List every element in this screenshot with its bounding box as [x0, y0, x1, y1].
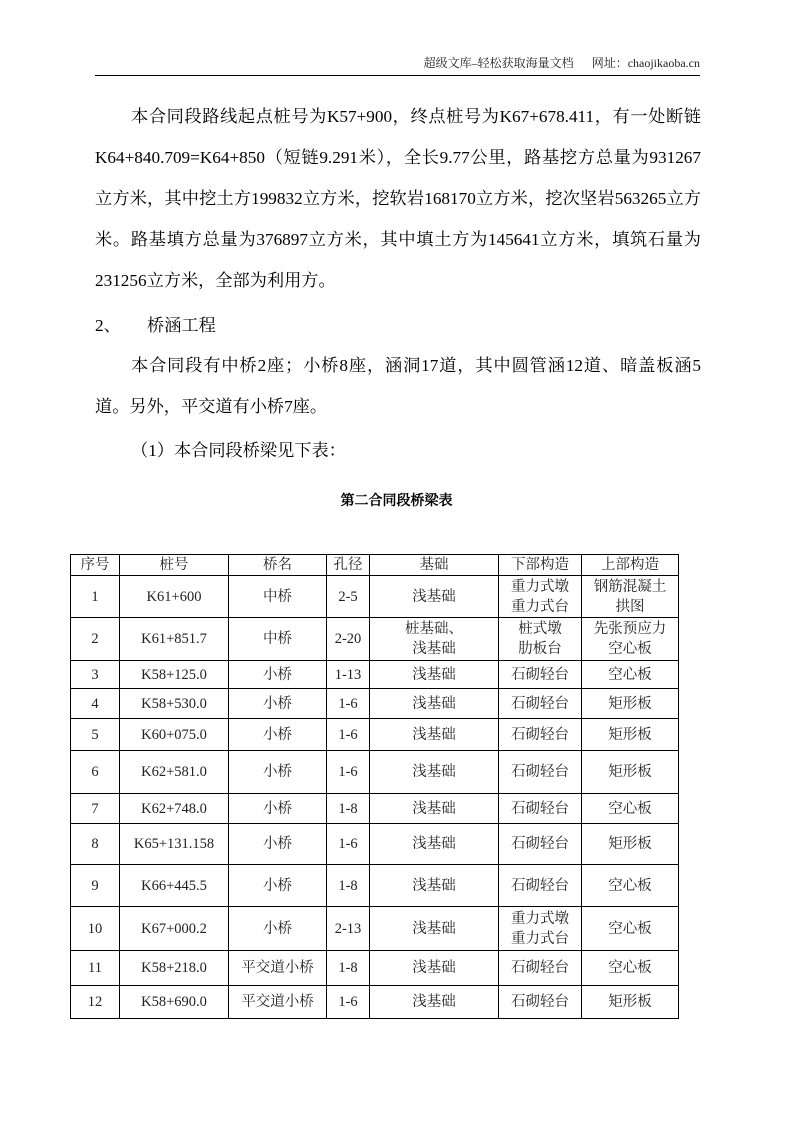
cell-foundation-line: 浅基础: [412, 764, 456, 780]
cell-foundation: [370, 751, 499, 794]
cell-superstructure-line: 矩形板: [608, 836, 652, 852]
cell-substructure-line: 石砌轻台: [511, 726, 569, 743]
col-header-substructure: 下部构造: [499, 555, 582, 576]
cell-no: 9: [71, 865, 120, 907]
cell-foundation: [370, 719, 499, 751]
cell-no: 10: [71, 907, 120, 951]
cell-superstructure-line: 空心板: [608, 641, 652, 657]
table-row: [71, 824, 679, 865]
section-title: 桥涵工程: [147, 316, 216, 335]
cell-superstructure-line: 先张预应力: [593, 621, 667, 637]
cell-name: 小桥: [229, 794, 327, 824]
table-row: [71, 661, 679, 689]
cell-superstructure-line: 空心板: [608, 960, 652, 976]
col-header-span: 孔径: [327, 555, 370, 576]
cell-station: K66+445.5: [120, 865, 229, 907]
col-header-foundation: 基础: [370, 555, 499, 576]
library-slogan: 超级文库–轻松获取海量文档: [423, 56, 574, 70]
site-url: 网址：chaojikaoba.cn: [591, 56, 700, 70]
cell-span: 1-13: [327, 661, 370, 689]
table-row: [71, 751, 679, 794]
cell-superstructure: [582, 794, 679, 824]
cell-foundation-line: 浅基础: [412, 800, 456, 817]
table-row: [71, 689, 679, 719]
cell-substructure: [499, 719, 582, 751]
cell-substructure-line: 重力式墩: [511, 578, 569, 595]
cell-name: 小桥: [229, 907, 327, 951]
cell-substructure: [499, 618, 582, 661]
cell-substructure: [499, 751, 582, 794]
cell-substructure: [499, 824, 582, 865]
cell-foundation: [370, 824, 499, 865]
table-row: [71, 865, 679, 907]
cell-substructure-line: 桩式墩: [518, 621, 562, 637]
col-header-station: 桩号: [120, 555, 229, 576]
bridge-table: [70, 554, 679, 1019]
cell-name: 小桥: [229, 824, 327, 865]
cell-station: K58+690.0: [120, 986, 229, 1019]
cell-superstructure-line: 空心板: [608, 920, 652, 937]
table-body: [71, 576, 679, 1019]
paragraph-bridges: 本合同段有中桥2座；小桥8座，涵洞17道，其中圆管涵12道、暗盖板涵5道。另外，平交道有小桥7座。: [95, 356, 701, 416]
cell-substructure-line: 石砌轻台: [511, 877, 569, 894]
cell-superstructure: [582, 951, 679, 986]
cell-span: 1-6: [327, 986, 370, 1019]
cell-substructure: [499, 907, 582, 951]
table-caption: 第二合同段桥梁表: [340, 493, 453, 509]
cell-station: K58+530.0: [120, 689, 229, 719]
cell-substructure-line: 石砌轻台: [511, 994, 569, 1010]
cell-substructure: [499, 865, 582, 907]
table-row: [71, 907, 679, 951]
cell-name: 中桥: [229, 618, 327, 661]
cell-superstructure-line: 矩形板: [608, 764, 652, 780]
cell-span: 1-8: [327, 951, 370, 986]
cell-foundation: [370, 576, 499, 618]
cell-foundation-line: 桩基础、: [405, 621, 463, 637]
cell-substructure-line: 肋板台: [518, 641, 562, 657]
cell-span: 1-6: [327, 824, 370, 865]
cell-superstructure: [582, 986, 679, 1019]
cell-span: 1-8: [327, 794, 370, 824]
cell-span: 1-6: [327, 751, 370, 794]
cell-superstructure-line: 矩形板: [608, 726, 652, 743]
cell-station: K60+075.0: [120, 719, 229, 751]
cell-superstructure-line: 钢筋混凝土: [593, 578, 667, 595]
table-row: [71, 576, 679, 618]
cell-span: 2-5: [327, 576, 370, 618]
cell-foundation: [370, 907, 499, 951]
cell-superstructure-line: 矩形板: [608, 695, 652, 712]
cell-name: 小桥: [229, 751, 327, 794]
cell-station: K58+125.0: [120, 661, 229, 689]
section-heading: [95, 309, 216, 343]
cell-station: K67+000.2: [120, 907, 229, 951]
cell-span: 2-13: [327, 907, 370, 951]
cell-superstructure-line: 空心板: [608, 877, 652, 894]
cell-no: 3: [71, 661, 120, 689]
cell-foundation-line: 浅基础: [412, 666, 456, 683]
cell-substructure: [499, 986, 582, 1019]
page-header: [95, 56, 700, 76]
cell-superstructure: [582, 907, 679, 951]
cell-substructure: [499, 794, 582, 824]
cell-name: 小桥: [229, 865, 327, 907]
cell-foundation-line: 浅基础: [412, 960, 456, 976]
cell-station: K58+218.0: [120, 951, 229, 986]
cell-foundation-line: 浅基础: [412, 920, 456, 937]
paragraph-roadbed: 本合同段路线起点桩号为K57+900，终点桩号为K67+678.411，有一处断链K64+840.709=K64+850（短链9.291米），全长9.77公里，路基挖方总量为931267立方米，其中挖土方199832立方米，挖软岩168170立方米，挖次坚岩563265立方米。路基填方总量为376897立方米，其中填土方为145641立方米，填筑石量为231256立方米，全部为利用方。: [95, 107, 701, 290]
section-number: 2、: [95, 316, 121, 335]
cell-span: 1-6: [327, 689, 370, 719]
cell-span: 2-20: [327, 618, 370, 661]
cell-superstructure: [582, 689, 679, 719]
cell-foundation: [370, 865, 499, 907]
cell-substructure-line: 重力式台: [511, 930, 569, 947]
cell-substructure: [499, 576, 582, 618]
cell-foundation-line: 浅基础: [412, 588, 456, 605]
cell-no: 6: [71, 751, 120, 794]
cell-no: 7: [71, 794, 120, 824]
cell-station: K61+600: [120, 576, 229, 618]
cell-foundation: [370, 618, 499, 661]
cell-foundation: [370, 986, 499, 1019]
cell-foundation-line: 浅基础: [412, 641, 456, 657]
cell-foundation-line: 浅基础: [412, 695, 456, 712]
cell-foundation: [370, 951, 499, 986]
cell-station: K61+851.7: [120, 618, 229, 661]
cell-substructure-line: 石砌轻台: [511, 800, 569, 817]
cell-foundation-line: 浅基础: [412, 726, 456, 743]
cell-superstructure-line: 拱图: [615, 598, 645, 615]
cell-superstructure-line: 空心板: [608, 666, 652, 683]
cell-substructure: [499, 689, 582, 719]
cell-foundation-line: 浅基础: [412, 994, 456, 1010]
cell-no: 2: [71, 618, 120, 661]
cell-foundation-line: 浅基础: [412, 877, 456, 894]
cell-substructure-line: 石砌轻台: [511, 695, 569, 712]
cell-no: 12: [71, 986, 120, 1019]
cell-name: 平交道小桥: [229, 986, 327, 1019]
cell-superstructure: [582, 618, 679, 661]
cell-superstructure: [582, 661, 679, 689]
cell-foundation-line: 浅基础: [412, 836, 456, 852]
cell-no: 11: [71, 951, 120, 986]
cell-substructure: [499, 951, 582, 986]
cell-substructure-line: 石砌轻台: [511, 836, 569, 852]
cell-superstructure-line: 矩形板: [608, 994, 652, 1010]
cell-name: 平交道小桥: [229, 951, 327, 986]
table-row: [71, 794, 679, 824]
table-row: [71, 719, 679, 751]
cell-name: 中桥: [229, 576, 327, 618]
cell-superstructure: [582, 824, 679, 865]
col-header-no: 序号: [71, 555, 120, 576]
cell-substructure-line: 重力式墩: [511, 910, 569, 927]
cell-no: 8: [71, 824, 120, 865]
cell-no: 4: [71, 689, 120, 719]
cell-station: K65+131.158: [120, 824, 229, 865]
cell-name: 小桥: [229, 719, 327, 751]
table-row: [71, 951, 679, 986]
paragraph-table-intro: （1）本合同段桥梁见下表：: [131, 441, 346, 460]
cell-substructure-line: 石砌轻台: [511, 666, 569, 683]
cell-station: K62+748.0: [120, 794, 229, 824]
col-header-name: 桥名: [229, 555, 327, 576]
cell-superstructure: [582, 576, 679, 618]
cell-no: 5: [71, 719, 120, 751]
cell-foundation: [370, 689, 499, 719]
cell-station: K62+581.0: [120, 751, 229, 794]
cell-span: 1-6: [327, 719, 370, 751]
cell-superstructure-line: 空心板: [608, 800, 652, 817]
cell-foundation: [370, 661, 499, 689]
col-header-superstructure: 上部构造: [582, 555, 679, 576]
cell-foundation: [370, 794, 499, 824]
cell-substructure-line: 石砌轻台: [511, 960, 569, 976]
table-row: [71, 986, 679, 1019]
cell-no: 1: [71, 576, 120, 618]
cell-name: 小桥: [229, 689, 327, 719]
cell-substructure-line: 重力式台: [511, 598, 569, 615]
cell-superstructure: [582, 751, 679, 794]
cell-substructure: [499, 661, 582, 689]
cell-superstructure: [582, 719, 679, 751]
cell-span: 1-8: [327, 865, 370, 907]
table-row: [71, 618, 679, 661]
cell-superstructure: [582, 865, 679, 907]
table-header-row: [71, 555, 679, 576]
cell-substructure-line: 石砌轻台: [511, 764, 569, 780]
cell-name: 小桥: [229, 661, 327, 689]
